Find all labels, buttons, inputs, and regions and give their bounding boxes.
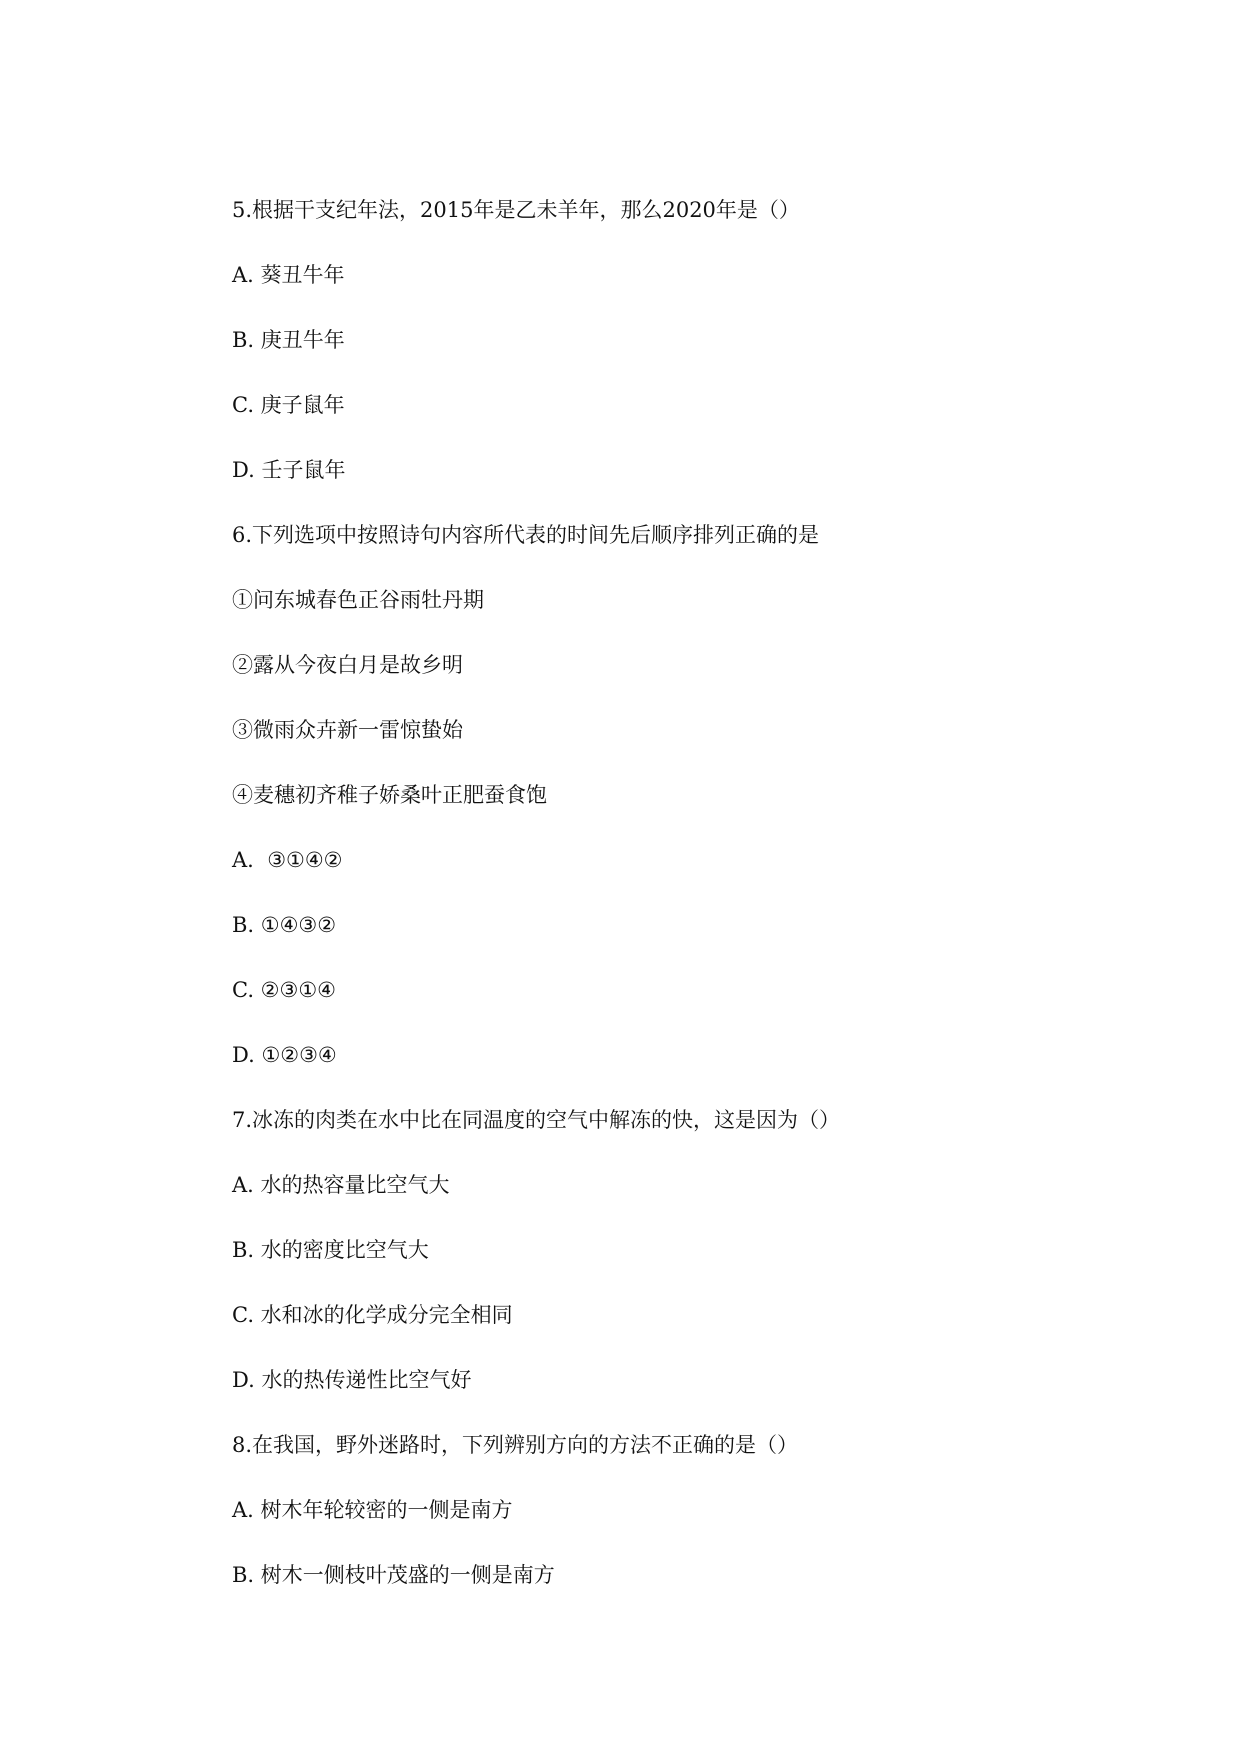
question-5-stem: 5.根据干支纪年法，2015年是乙未羊年，那么2020年是（） [232,198,800,222]
question-8-option-a: A. 树木年轮较密的一侧是南方 [232,1498,513,1522]
question-7-option-b: B. 水的密度比空气大 [232,1238,429,1262]
question-6-statement-2: ②露从今夜白月是故乡明 [232,653,463,677]
question-8-option-b: B. 树木一侧枝叶茂盛的一侧是南方 [232,1563,555,1587]
question-6-option-d: D. ①②③④ [232,1043,337,1067]
question-7-option-c: C. 水和冰的化学成分完全相同 [232,1303,513,1327]
question-6-option-b: B. ①④③② [232,913,337,937]
question-5-option-a: A. 葵丑牛年 [232,263,345,287]
question-6-option-c: C. ②③①④ [232,978,336,1002]
question-5-option-c: C. 庚子鼠年 [232,393,345,417]
question-6-stem: 6.下列选项中按照诗句内容所代表的时间先后顺序排列正确的是 [232,523,820,547]
question-7-option-a: A. 水的热容量比空气大 [232,1173,450,1197]
question-6-option-a: A. ③①④② [232,848,343,872]
question-6-statement-3: ③微雨众卉新一雷惊蛰始 [232,718,463,742]
question-8-stem: 8.在我国，野外迷路时，下列辨别方向的方法不正确的是（） [232,1433,799,1457]
question-7-option-d: D. 水的热传递性比空气好 [232,1368,472,1392]
question-6-statement-1: ①问东城春色正谷雨牡丹期 [232,588,484,612]
question-5-option-b: B. 庚丑牛年 [232,328,345,352]
question-6-statement-4: ④麦穗初齐稚子娇桑叶正肥蚕食饱 [232,783,547,807]
question-7-stem: 7.冰冻的肉类在水中比在同温度的空气中解冻的快，这是因为（） [232,1108,841,1132]
question-5-option-d: D. 壬子鼠年 [232,458,346,482]
